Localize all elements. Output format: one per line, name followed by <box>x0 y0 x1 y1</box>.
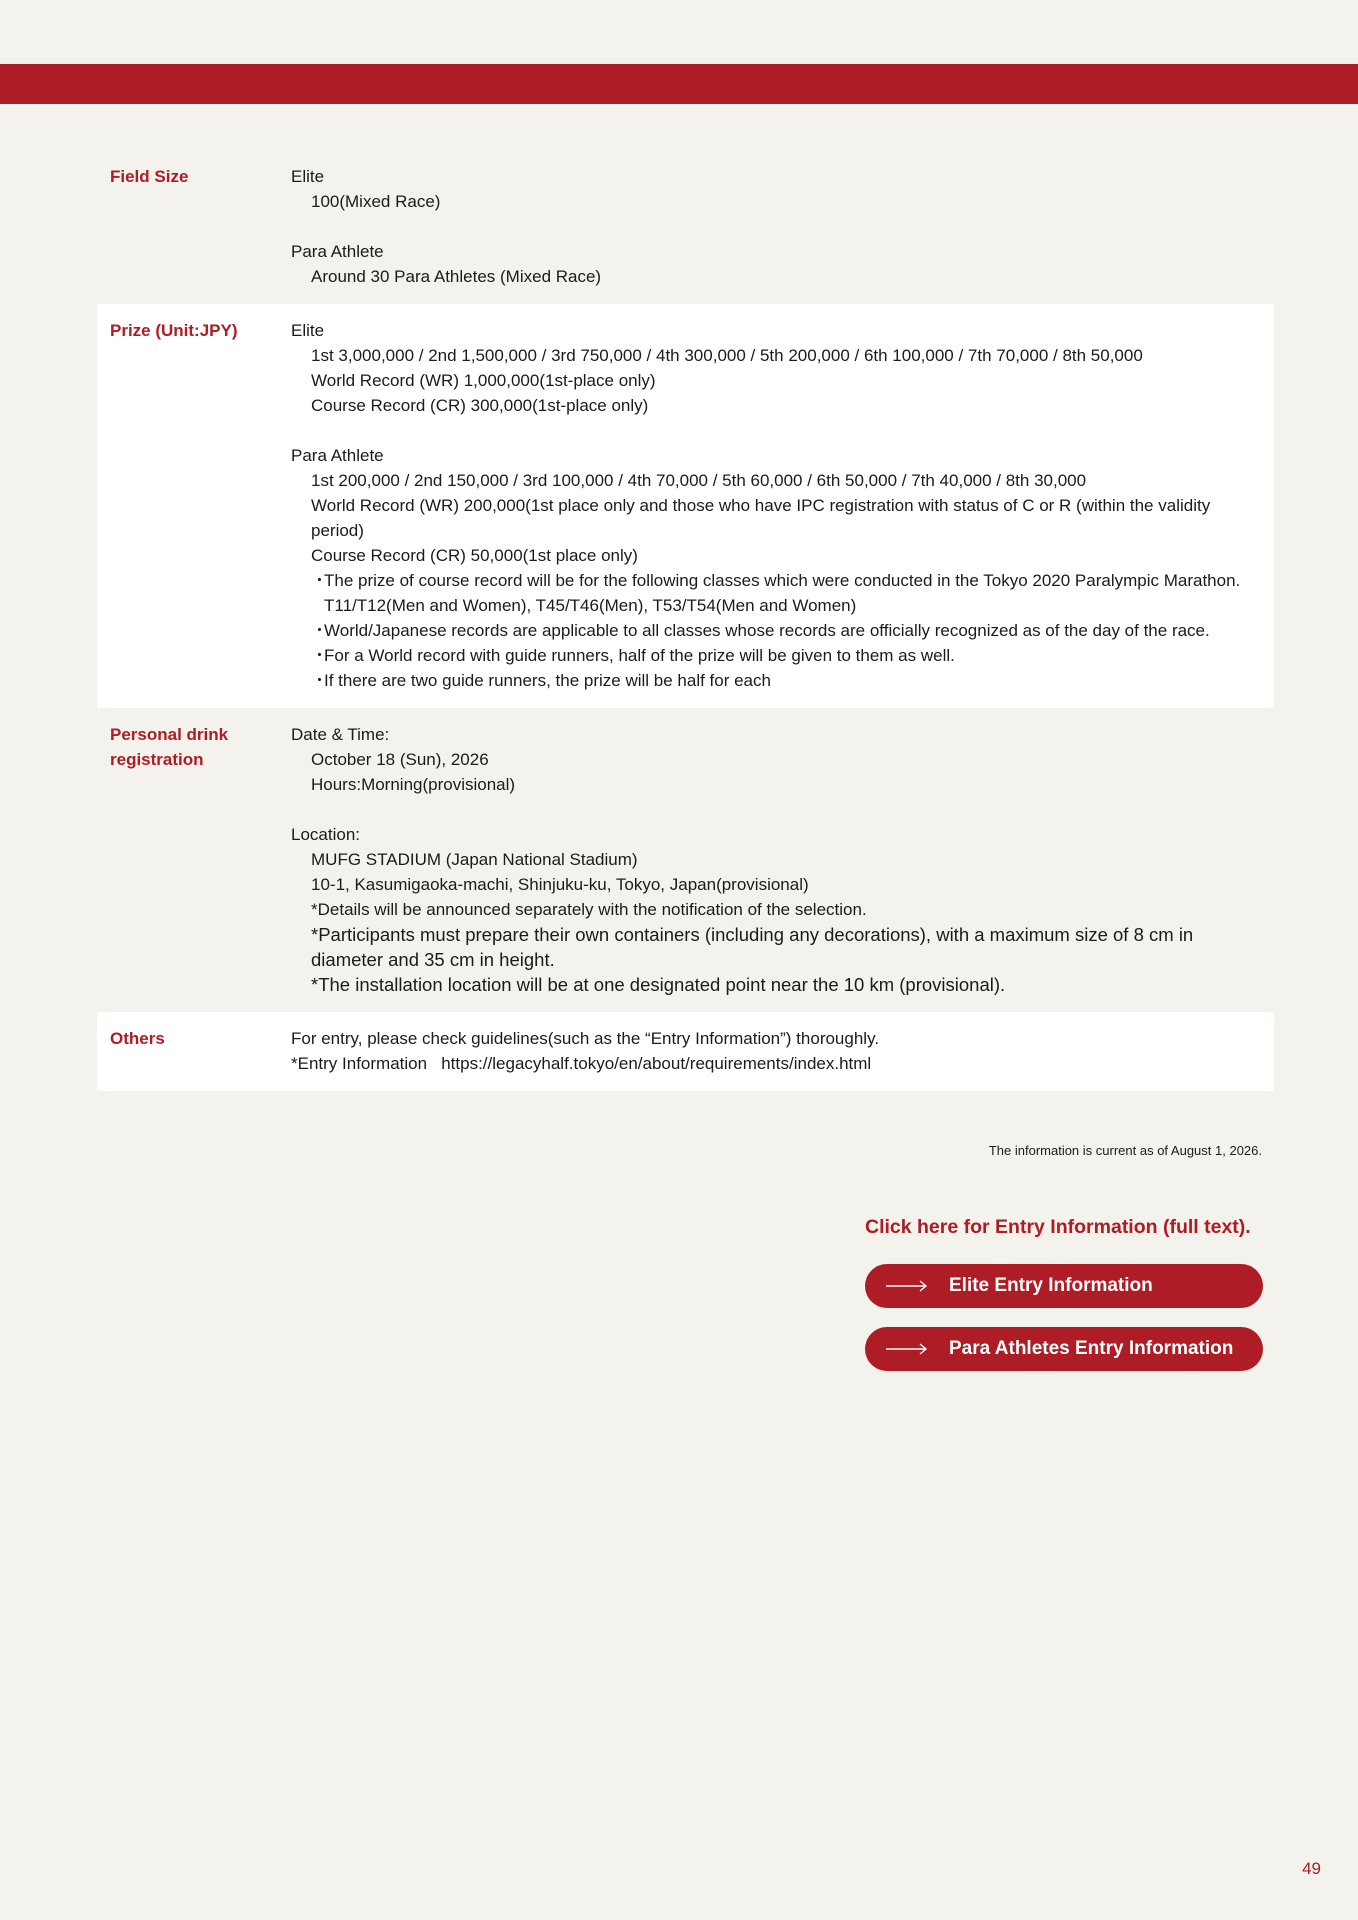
drink-note-location: *The installation location will be at one designated point near the 10 km (provisional). <box>311 974 1006 995</box>
row-prize <box>97 304 1274 708</box>
row-personal-drink <box>97 708 1274 1012</box>
others-line-entry-url: *Entry Information https://legacyhalf.tokyo/en/about/requirements/index.html <box>291 1054 872 1073</box>
row-field-size <box>97 150 1274 304</box>
spacer <box>291 418 1262 443</box>
prize-note-item <box>291 568 1262 618</box>
prize-elite-course-record: Course Record (CR) 300,000(1st-place only) <box>311 396 649 415</box>
row-label-others: Others <box>110 1029 165 1048</box>
prize-note-text: The prize of course record will be for the following classes which were conducted in the Tokyo 2020 Paralympic Marathon. T11/T12(Men and Women), T45/T46(Men), T53/T54(Men and Women) <box>324 571 1241 615</box>
drink-location-heading: Location: <box>291 825 360 844</box>
field-size-para-value: Around 30 Para Athletes (Mixed Race) <box>311 267 602 286</box>
as-of-note: The information is current as of August 1, 2026. <box>988 1143 1262 1158</box>
long-arrow-right-icon <box>886 1279 928 1293</box>
drink-hours: Hours:Morning(provisional) <box>311 775 516 794</box>
spacer <box>291 797 1262 822</box>
prize-note-text: For a World record with guide runners, half of the prize will be given to them as well. <box>324 646 955 665</box>
prize-elite-places: 1st 3,000,000 / 2nd 1,500,000 / 3rd 750,000 / 4th 300,000 / 5th 200,000 / 6th 100,000 / 7th 70,000 / 8th 50,000 <box>311 346 1143 365</box>
prize-note-item <box>291 668 1262 693</box>
row-label-prize: Prize (Unit:JPY) <box>110 321 238 340</box>
row-label-personal-drink: Personal drink registration <box>110 725 229 769</box>
drink-note-containers: *Participants must prepare their own containers (including any decorations), with a maximum size of 8 cm in diameter and 35 cm in height. <box>311 924 1199 970</box>
prize-para-course-record: Course Record (CR) 50,000(1st place only) <box>311 546 638 565</box>
prize-para-heading: Para Athlete <box>291 446 384 465</box>
prize-elite-world-record: World Record (WR) 1,000,000(1st-place only) <box>311 371 656 390</box>
prize-note-text: If there are two guide runners, the prize will be half for each <box>324 671 771 690</box>
drink-venue: MUFG STADIUM (Japan National Stadium) <box>311 850 638 869</box>
others-line-guidelines: For entry, please check guidelines(such as the “Entry Information”) thoroughly. <box>291 1029 880 1048</box>
bullet-mark: ・ <box>311 621 328 640</box>
row-content-others <box>291 1026 1274 1076</box>
bullet-mark: ・ <box>311 671 328 690</box>
prize-note-item <box>291 618 1262 643</box>
row-content-field-size <box>291 164 1274 289</box>
row-content-prize <box>291 318 1274 693</box>
prize-elite-heading: Elite <box>291 321 325 340</box>
row-content-personal-drink <box>291 722 1274 997</box>
bullet-mark: ・ <box>311 571 328 590</box>
para-entry-button[interactable] <box>865 1327 1263 1371</box>
row-others <box>97 1012 1274 1091</box>
field-size-para-heading: Para Athlete <box>291 242 384 261</box>
long-arrow-right-icon <box>886 1342 928 1356</box>
cta-heading: Click here for Entry Information (full text). <box>865 1216 1251 1238</box>
drink-note-details: *Details will be announced separately with the notification of the selection. <box>311 900 867 919</box>
elite-entry-button[interactable] <box>865 1264 1263 1308</box>
row-label-field-size: Field Size <box>110 167 189 186</box>
prize-para-world-record: World Record (WR) 200,000(1st place only and those who have IPC registration with status of C or R (within the validity period) <box>311 496 1215 540</box>
info-table <box>97 150 1274 1091</box>
header-band <box>0 64 1358 104</box>
spacer <box>291 214 1262 239</box>
bullet-mark: ・ <box>311 646 328 665</box>
page-number: 49 <box>1302 1859 1321 1878</box>
prize-note-item <box>291 643 1262 668</box>
drink-datetime-heading: Date & Time: <box>291 725 390 744</box>
para-entry-button-label: Para Athletes Entry Information <box>949 1338 1234 1359</box>
drink-address: 10-1, Kasumigaoka-machi, Shinjuku-ku, Tokyo, Japan(provisional) <box>311 875 809 894</box>
drink-date: October 18 (Sun), 2026 <box>311 750 489 769</box>
prize-note-text: World/Japanese records are applicable to all classes whose records are officially recognized as of the day of the race. <box>324 621 1210 640</box>
elite-entry-button-label: Elite Entry Information <box>949 1275 1153 1296</box>
field-size-elite-value: 100(Mixed Race) <box>311 192 441 211</box>
field-size-elite-heading: Elite <box>291 167 325 186</box>
prize-para-places: 1st 200,000 / 2nd 150,000 / 3rd 100,000 / 4th 70,000 / 5th 60,000 / 6th 50,000 / 7th 40,000 / 8th 30,000 <box>311 471 1087 490</box>
